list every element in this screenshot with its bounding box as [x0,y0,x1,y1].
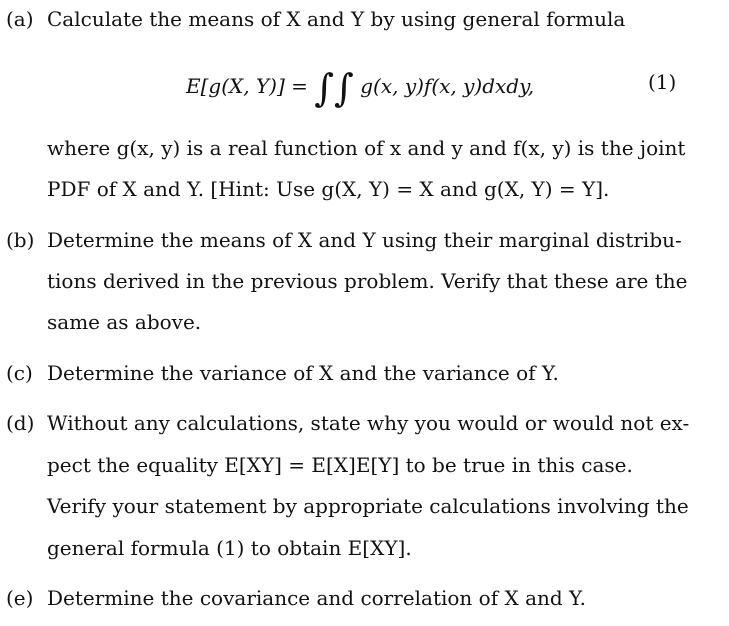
item-d-line: general formula (1) to obtain E[XY]. [47,536,412,560]
equation-rhs: g(x, y)f(x, y)dxdy, [360,74,535,98]
item-b-line: same as above. [47,310,202,334]
equation-number: (1) [648,70,677,94]
item-label-a: (a) [6,7,34,31]
item-a-line: where g(x, y) is a real function of x and y and f(x, y) is the joint [47,136,686,160]
item-label-c: (c) [6,361,33,385]
item-d-line: Verify your statement by appropriate calculations involving the [47,494,689,518]
double-integral: ∫∫ [314,66,354,110]
item-b-line: tions derived in the previous problem. Verify that these are the [47,269,688,293]
item-e-line: Determine the covariance and correlation of X and Y. [47,586,587,610]
item-c-line: Determine the variance of X and the variance of Y. [47,361,559,385]
item-a-line: Calculate the means of X and Y by using general formula [47,7,626,31]
item-a-hint-line: PDF of X and Y. [Hint: Use g(X, Y) = X and g(X, Y) = Y]. [47,177,610,201]
equation-1 [186,66,534,110]
item-d-line: Without any calculations, state why you would or would not ex- [47,411,690,435]
item-label-d: (d) [6,411,35,435]
item-b-line: Determine the means of X and Y using their marginal distribu- [47,228,682,252]
item-label-e: (e) [6,586,34,610]
equation-lhs: E[g(X, Y)] = [186,74,308,98]
item-d-line: pect the equality E[XY] = E[X]E[Y] to be true in this case. [47,453,633,477]
item-label-b: (b) [6,228,35,252]
